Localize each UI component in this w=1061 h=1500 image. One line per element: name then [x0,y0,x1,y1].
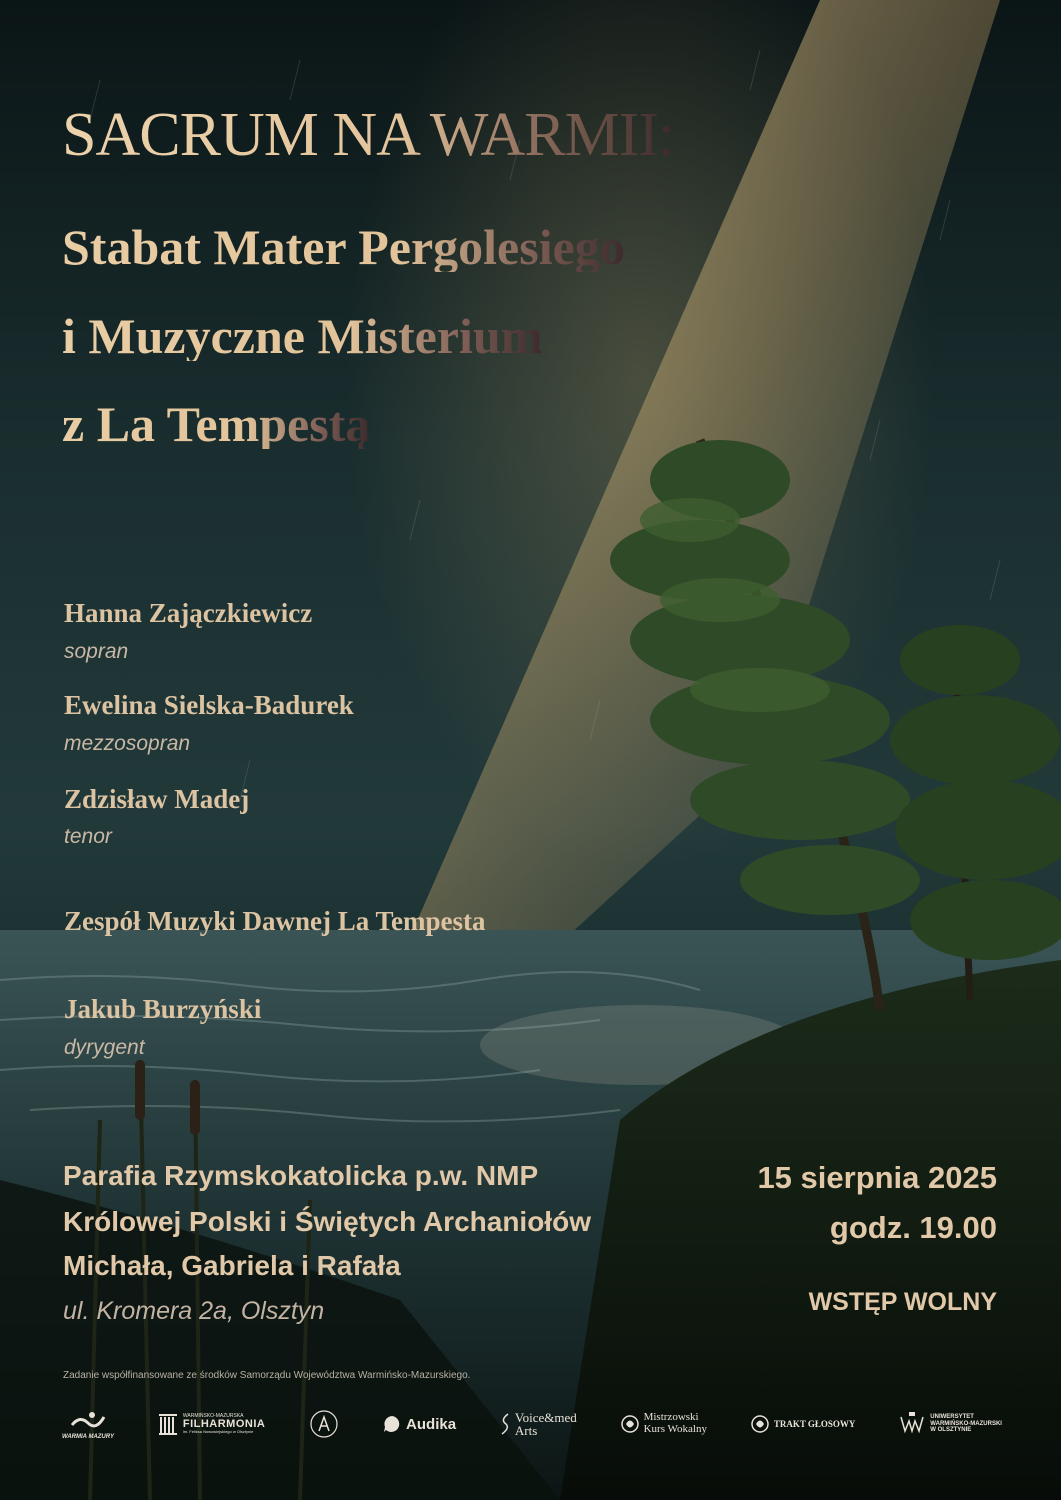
performer-role-conductor: dyrygent [64,1036,145,1059]
title-line-2: Stabat Mater Pergolesiego [62,219,625,275]
logo-filharmonia-sub: im. Feliksa Nowowiejskiego w Olsztynie [182,1429,254,1434]
venue-line-3: Michała, Gabriela i Rafała [63,1250,401,1281]
logo-mistrzowski-1: Mistrzowski [643,1411,699,1424]
logo-voice-top: Voice&med [514,1410,577,1425]
funding-note: Zadanie współfinansowane ze środków Samorządu Województwa Warmińsko-Mazurskiego. [63,1370,471,1381]
logo-uwm-3: W OLSZTYNIE [930,1427,972,1434]
performer-role-soprano: sopran [64,640,129,663]
audika-bubble-icon [383,1415,401,1433]
admission-note: WSTĘP WOLNY [808,1288,997,1316]
logo-audika [383,1415,456,1433]
logo-warmia-mazury-text: WARMIA MAZURY [62,1433,114,1440]
title-line-4: z La Tempestą [62,396,371,452]
title-line-1: SACRUM NA WARMII: [62,101,675,169]
sponsor-logos [62,1402,1002,1446]
logo-voice-bottom: Arts [514,1423,538,1438]
mistrzowski-swirl-icon [621,1413,639,1435]
title-line-3: i Muzyczne Misterium [62,308,543,364]
logo-uwm-2: WARMIŃSKO-MAZURSKI [930,1420,1002,1427]
logo-mistrzowski-kurs [621,1412,707,1435]
trakt-swirl-icon [751,1413,769,1435]
ensemble-name: Zespół Muzyki Dawnej La Tempesta [64,906,486,936]
event-time: godz. 19.00 [829,1210,997,1245]
logo-mistrzowski-2: Kurs Wokalny [643,1423,707,1435]
event-date: 15 sierpnia 2025 [757,1160,997,1195]
logo-trakt-text: TRAKT GŁOSOWY [773,1419,856,1429]
logo-voice-med-arts [500,1411,577,1437]
logo-emblem [309,1409,339,1439]
performer-name-soprano: Hanna Zajączkiewicz [64,598,313,628]
logo-uwm-1: UNIWERSYTET [930,1414,974,1421]
voice-swirl-icon [500,1412,510,1436]
circular-emblem-icon [309,1409,339,1439]
performer-role-mezzo: mezzosopran [64,732,191,755]
performer-name-tenor: Zdzisław Madej [64,784,250,814]
filharmonia-columns-icon [158,1412,178,1436]
performer-role-tenor: tenor [64,825,112,848]
venue-line-1: Parafia Rzymskokatolicka p.w. NMP [63,1160,539,1191]
performer-name-conductor: Jakub Burzyński [64,994,262,1024]
uwm-emblem-icon [899,1411,925,1437]
performer-name-mezzo: Ewelina Sielska-Badurek [64,690,354,720]
logo-filharmonia-name: FILHARMONIA [182,1418,266,1430]
logo-filharmonia [158,1412,266,1436]
logo-trakt-glosowy [751,1413,856,1435]
logo-filharmonia-top: WARMIŃSKO-MAZURSKA [182,1413,244,1419]
logo-warmia-mazury [62,1409,114,1440]
logo-audika-text: Audika [406,1415,457,1433]
venue-address: ul. Kromera 2a, Olsztyn [63,1297,325,1325]
logo-uwm [899,1411,1002,1437]
venue-line-2: Królowej Polski i Świętych Archaniołów [63,1206,591,1237]
warmia-mazury-icon [68,1409,108,1433]
